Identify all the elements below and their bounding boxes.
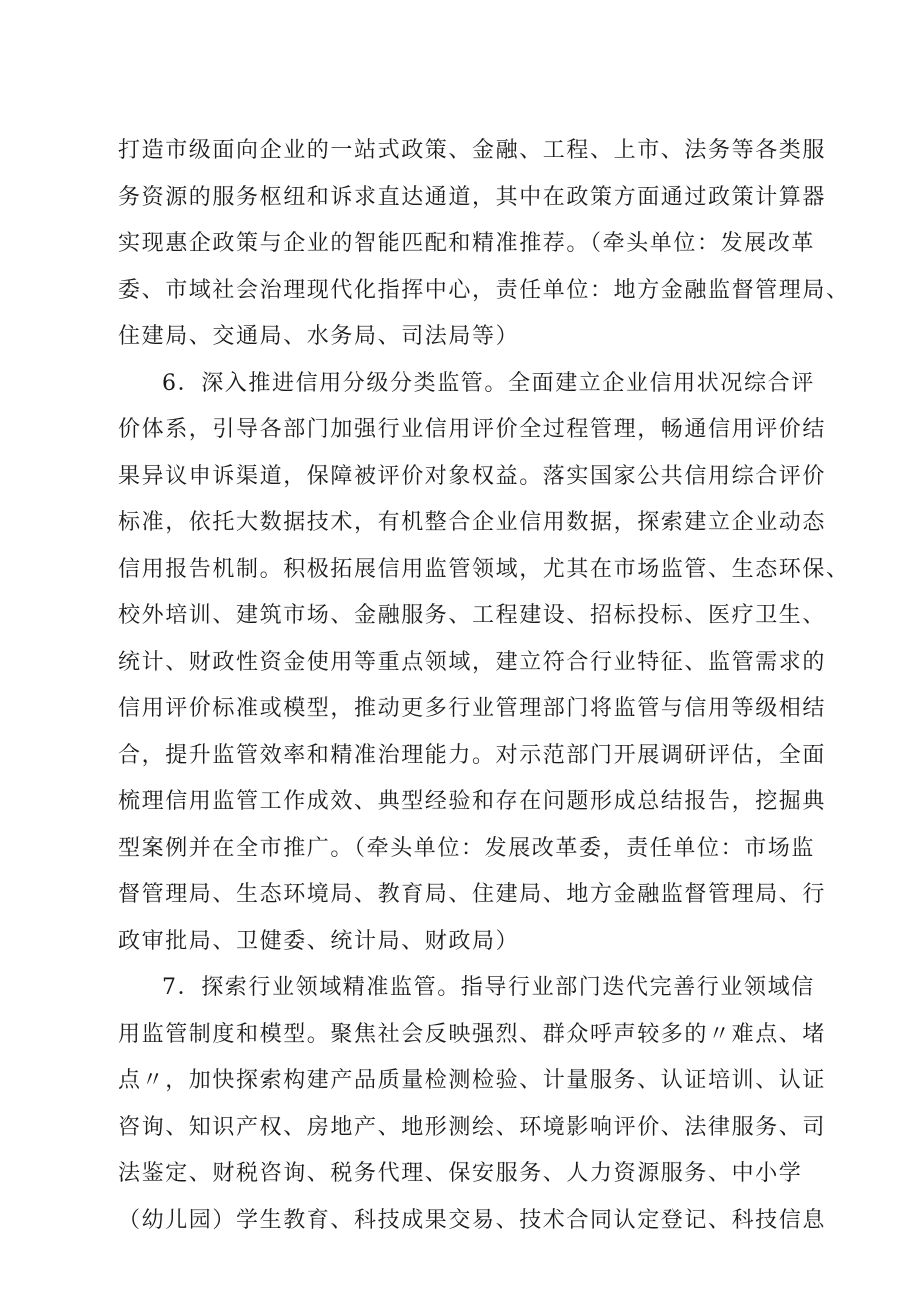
paragraph-7-first-line: 7．探索行业领域精准监管。指导行业部门迭代完善行业领域信 [162,975,815,1000]
text-line: 用监管制度和模型。聚焦社会反映强烈、群众呼声较多的〃难点、堵 [118,1021,827,1047]
text-line: 合，提升监管效率和精准治理能力。对示范部门开展调研评估，全面 [118,742,827,768]
text-line: 法鉴定、财税咨询、税务代理、保安服务、人力资源服务、中小学 [118,1161,803,1186]
text-line: 梳理信用监管工作成效、典型经验和存在问题形成总结报告，挖掘典 [118,789,827,814]
text-line: 型案例并在全市推广。（牵头单位：发展改革委，责任单位：市场监 [118,835,816,861]
text-line: 打造市级面向企业的一站式政策、金融、工程、上市、法务等各类服 [118,138,827,163]
text-line: 信用报告机制。积极拓展信用监管领域，尤其在市场监管、生态环保、 [118,556,850,582]
text-line: 督管理局、生态环境局、教育局、住建局、地方金融监督管理局、行 [118,882,827,907]
paragraph-6-first-line: 6．深入推进信用分级分类监管。全面建立企业信用状况综合评 [162,370,815,396]
text-line: 实现惠企政策与企业的智能匹配和精准推荐。（牵头单位：发展改革 [118,231,816,256]
text-line: 务资源的服务枢纽和诉求直达通道，其中在政策方面通过政策计算器 [118,184,827,210]
document-body [118,128,850,1244]
text-line: 点〃，加快探索构建产品质量检测检验、计量服务、认证培训、认证 [118,1068,827,1093]
text-line: 委、市域社会治理现代化指挥中心，责任单位：地方金融监督管理局、 [118,277,850,303]
text-line: 价体系，引导各部门加强行业信用评价全过程管理，畅通信用评价结 [118,417,827,442]
text-line: 果异议申诉渠道，保障被评价对象权益。落实国家公共信用综合评价 [118,463,827,489]
text-line: 住建局、交通局、水务局、司法局等） [118,324,520,349]
text-line: （幼儿园）学生教育、科技成果交易、技术合同认定登记、科技信息 [118,1207,827,1233]
text-line: 信用评价标准或模型，推动更多行业管理部门将监管与信用等级相结 [118,696,827,721]
text-line: 校外培训、建筑市场、金融服务、工程建设、招标投标、医疗卫生、 [118,603,827,628]
text-line: 政审批局、卫健委、统计局、财政局） [118,928,520,954]
text-line: 咨询、知识产权、房地产、地形测绘、环境影响评价、法律服务、司 [118,1114,827,1140]
text-line: 标准，依托大数据技术，有机整合企业信用数据，探索建立企业动态 [118,510,827,535]
text-line: 统计、财政性资金使用等重点领域，建立符合行业特征、监管需求的 [118,649,827,675]
